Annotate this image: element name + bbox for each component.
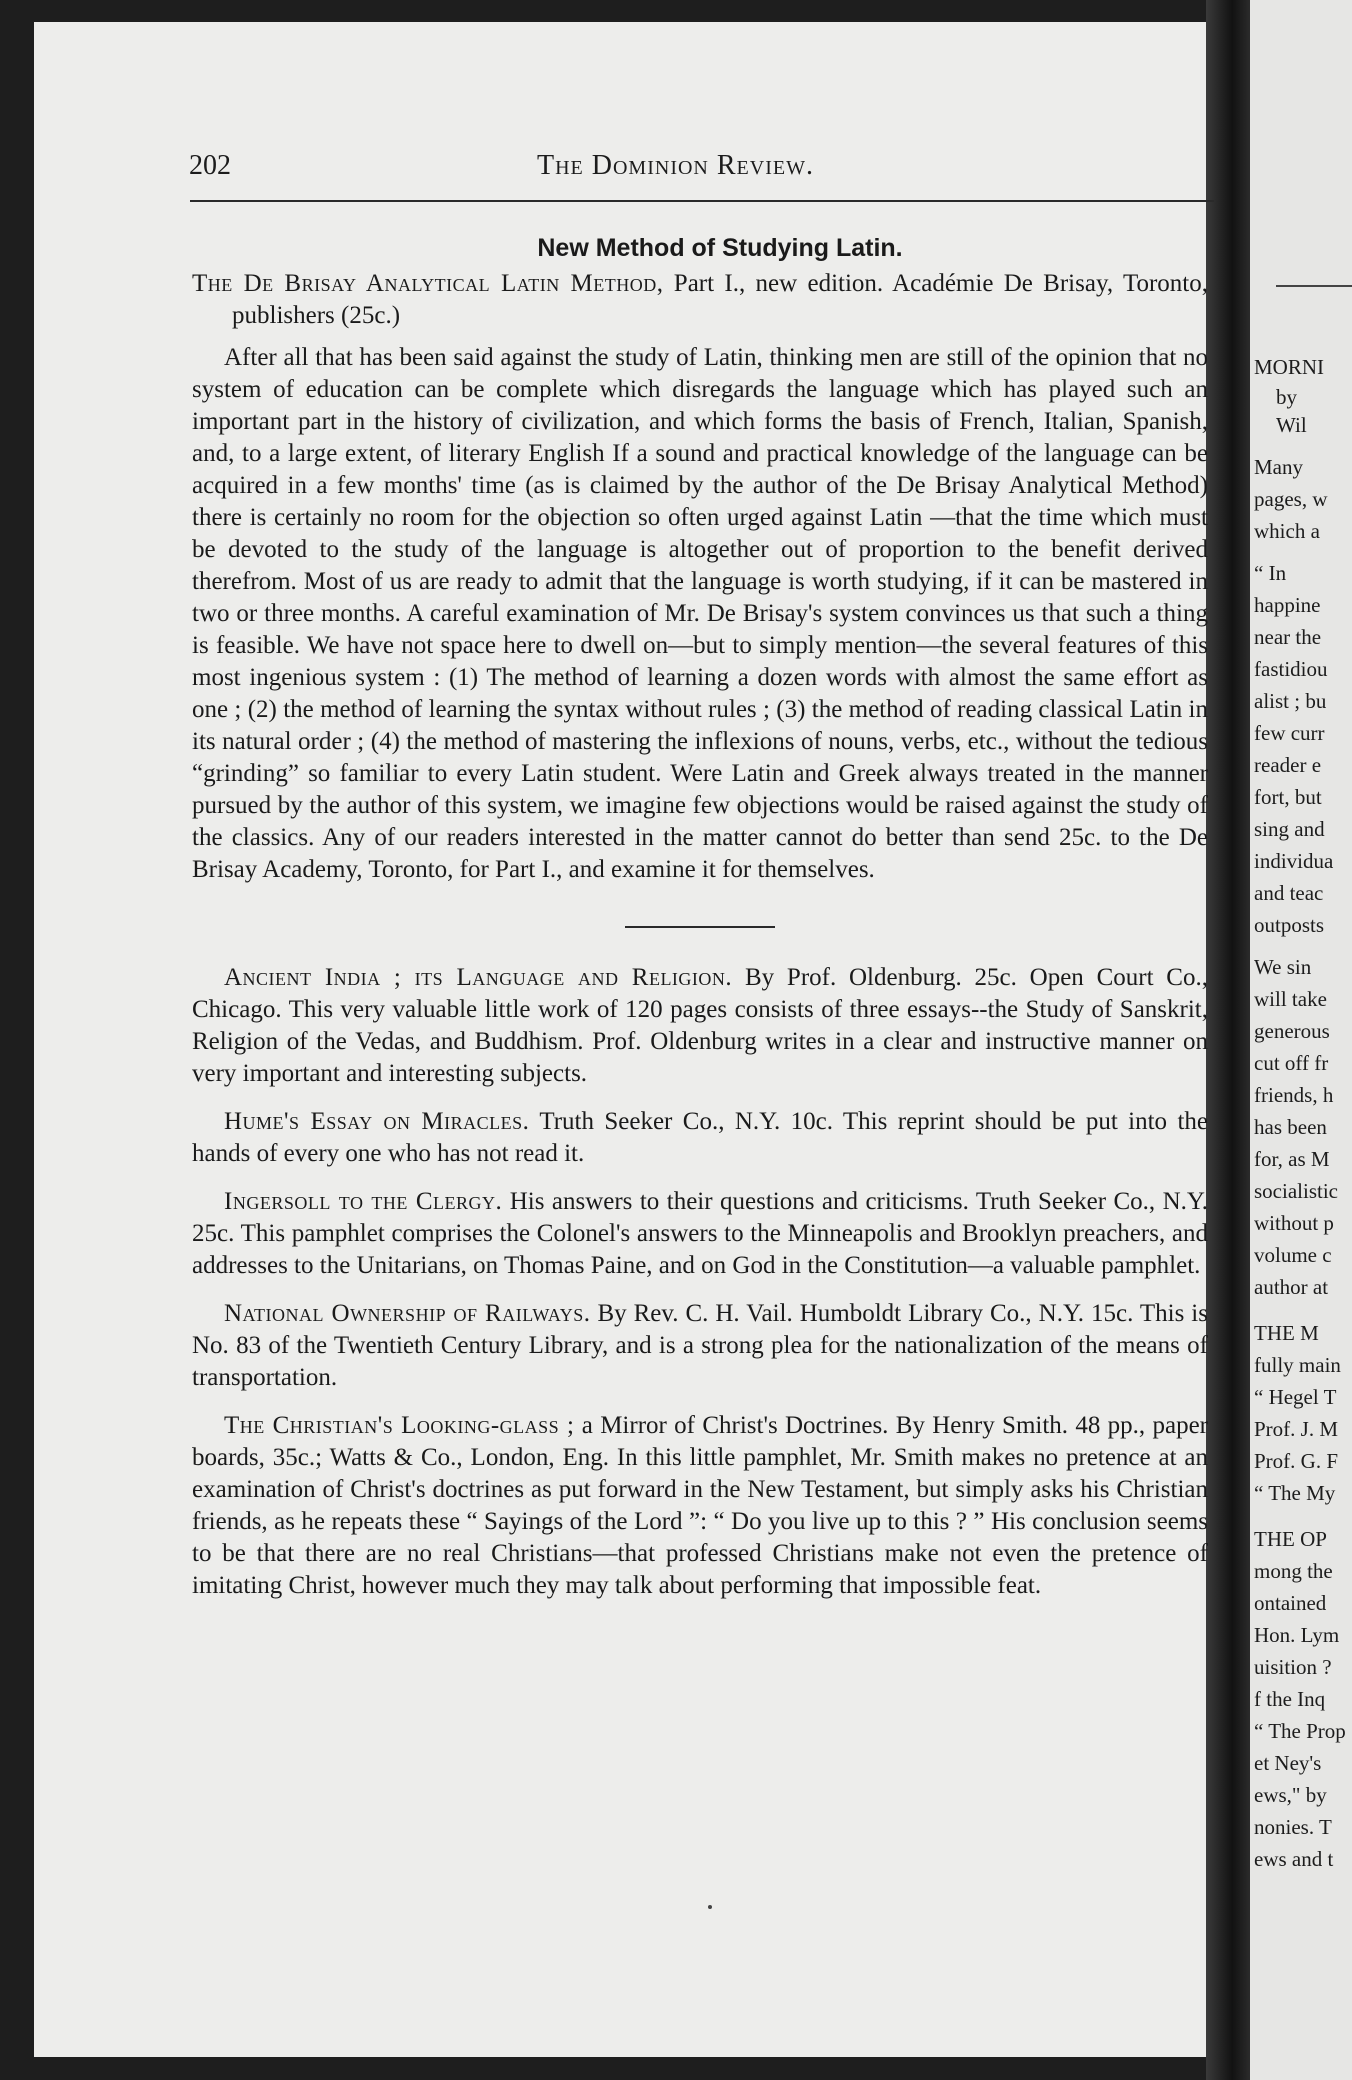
book-notice	[192, 1186, 1208, 1282]
adjacent-page-line: by	[1276, 385, 1297, 409]
adjacent-page-line: without p	[1254, 1211, 1334, 1235]
adjacent-page-line: We sin	[1254, 955, 1312, 979]
book-notice	[192, 962, 1208, 1090]
adjacent-page-line: has been	[1254, 1115, 1327, 1139]
adjacent-page-line: Prof. G. F	[1254, 1449, 1339, 1473]
adjacent-page	[1250, 0, 1352, 2080]
header-rule	[190, 200, 1214, 202]
adjacent-page-line: fort, but	[1254, 785, 1322, 809]
adjacent-page-line: Prof. J. M	[1254, 1417, 1339, 1441]
section-divider	[625, 926, 775, 928]
page-header	[157, 150, 1217, 190]
adjacent-page-line: “ The My	[1254, 1481, 1336, 1505]
adjacent-page-line: generous	[1254, 1019, 1330, 1043]
adjacent-page-line: et Ney's	[1254, 1751, 1322, 1775]
adjacent-page-line: THE M	[1254, 1321, 1319, 1345]
adjacent-page-line: sing and	[1254, 817, 1325, 841]
adjacent-page-line: near the	[1254, 625, 1322, 649]
adjacent-page-line: ews," by	[1254, 1783, 1327, 1807]
adjacent-page-line: cut off fr	[1254, 1051, 1329, 1075]
adjacent-page-line: THE OP	[1254, 1527, 1327, 1551]
adjacent-page-line: outposts	[1254, 913, 1325, 937]
paper-speck	[708, 1905, 712, 1909]
page-content	[192, 232, 1208, 1618]
adjacent-page-line: Many	[1254, 455, 1303, 479]
notice-title: Hume's Essay on Miracles.	[224, 1108, 530, 1135]
adjacent-page-line: reader e	[1254, 753, 1322, 777]
adjacent-page-line: ews and t	[1254, 1847, 1334, 1871]
adjacent-page-line: pages, w	[1254, 487, 1328, 511]
adjacent-page-line: Wil	[1276, 413, 1307, 437]
adjacent-page-line: friends, h	[1254, 1083, 1334, 1107]
adjacent-page-line: will take	[1254, 987, 1327, 1011]
adjacent-page-rule	[1276, 285, 1352, 287]
adjacent-page-line: which a	[1254, 519, 1320, 543]
notice-text: a Mirror of Christ's Doctrines. By Henry Smith. 48 pp., paper boards, 35c.; Watts & Co., London, Eng. In this little pamphlet, Mr. Smith makes no pretence at an examination of Christ's doctrines as put forward in the New Testament, but simply asks his Christian friends, as he repeats these “ Sayings of the Lord ”: “ Do you live up to this ? ” His conclusion seems to be that there are no real Christians—that professed Christians make not even the pretence of imitating Christ, however much they may talk about performing that impossible feat.	[192, 1412, 1209, 1599]
adjacent-page-line: happine	[1254, 593, 1321, 617]
adjacent-page-line: and teac	[1254, 881, 1324, 905]
page-number: 202	[189, 150, 231, 181]
notice-text: His answers to their questions and criticisms. Truth Seeker Co., N.Y. 25c. This pamphlet comprises the Colonel's answers to the Minneapolis and Brooklyn preachers, and addresses to the Unitarians, on Thomas Paine, and on God in the Constitution—a valuable pamphlet.	[192, 1188, 1208, 1279]
adjacent-page-line: volume c	[1254, 1243, 1332, 1267]
notice-text: By Rev. C. H. Vail. Humboldt Library Co., N.Y. 15c. This is No. 83 of the Twentieth Century Library, and is a strong plea for the nationalization of the means of transportation.	[192, 1300, 1208, 1391]
notice-text: Truth Seeker Co., N.Y. 10c. This reprint should be put into the hands of every one who has not read it.	[192, 1108, 1208, 1167]
notice-title: National Ownership of Railways.	[224, 1300, 591, 1327]
book-notice	[192, 1298, 1208, 1394]
adjacent-page-line: socialistic	[1254, 1179, 1338, 1203]
adjacent-page-line: f the Inq	[1254, 1687, 1326, 1711]
adjacent-page-line: Hon. Lym	[1254, 1623, 1340, 1647]
adjacent-page-line: “ In	[1254, 561, 1287, 585]
adjacent-page-line: individua	[1254, 849, 1334, 873]
adjacent-page-line: few curr	[1254, 721, 1325, 745]
adjacent-page-line: mong the	[1254, 1559, 1333, 1583]
running-title: The Dominion Review.	[537, 150, 814, 181]
adjacent-page-line: fully main	[1254, 1353, 1341, 1377]
adjacent-page-line: for, as M	[1254, 1147, 1330, 1171]
adjacent-page-line: fastidiou	[1254, 657, 1328, 681]
notice-title: Ancient India ; its Language and Religion.	[224, 964, 733, 991]
book-gutter	[1206, 0, 1250, 2080]
adjacent-page-line: alist ; bu	[1254, 689, 1327, 713]
adjacent-page-line: nonies. T	[1254, 1815, 1332, 1839]
article-heading: New Method of Studying Latin.	[537, 234, 903, 262]
adjacent-page-line: ontained	[1254, 1591, 1327, 1615]
citation-details: Part I., new edition. Académie De Brisay, Toronto, publishers (25c.)	[232, 270, 1208, 329]
adjacent-page-line: “ The Prop	[1254, 1719, 1346, 1743]
notice-text: By Prof. Oldenburg. 25c. Open Court Co., Chicago. This very valuable little work of 120 pages consists of three essays--the Study of Sanskrit, Religion of the Vedas, and Buddhism. Prof. Oldenburg writes in a clear and instructive manner on very important and interesting subjects.	[192, 964, 1208, 1087]
book-notice	[192, 1410, 1208, 1602]
article-body: After all that has been said against the study of Latin, thinking men are still of the opinion that no system of education can be complete which disregards the language which has played such an important part in the history of civilization, and which forms the basis of French, Italian, Spanish, and, to a large extent, of literary English If a sound and practical knowledge of the language can be acquired in a few months' time (as is claimed by the author of the De Brisay Analytical Method) there is certainly no room for the objection so often urged against Latin —that the time which must be devoted to the study of the language is altogether out of proportion to the benefit derived therefrom. Most of us are ready to admit that the language is worth studying, if it can be mastered in two or three months. A careful examination of Mr. De Brisay's system convinces us that such a thing is feasible. We have not space here to dwell on—but to simply mention—the several features of this most ingenious system : (1) The method of learning a dozen words with almost the same effort as one ; (2) the method of learning the syntax without rules ; (3) the method of reading classical Latin in its natural order ; (4) the method of mastering the inflexions of nouns, verbs, etc., without the tedious “grinding” so familiar to every Latin student. Were Latin and Greek always treated in the manner pursued by the author of this system, we imagine few objections would be raised against the study of the classics. Any of our readers interested in the matter cannot do better than send 25c. to the De Brisay Academy, Toronto, for Part I., and examine it for themselves.	[192, 344, 1208, 883]
notice-title: Ingersoll to the Clergy.	[224, 1188, 503, 1215]
notice-title: The Christian's Looking-glass ;	[224, 1412, 575, 1439]
citation-title: The De Brisay Analytical Latin Method,	[192, 270, 664, 297]
article-citation	[192, 268, 1208, 332]
adjacent-page-line: uisition ?	[1254, 1655, 1332, 1679]
book-notice	[192, 1106, 1208, 1170]
adjacent-page-line: “ Hegel T	[1254, 1385, 1337, 1409]
adjacent-page-line: MORNI	[1254, 355, 1325, 379]
adjacent-page-line: author at	[1254, 1275, 1329, 1299]
